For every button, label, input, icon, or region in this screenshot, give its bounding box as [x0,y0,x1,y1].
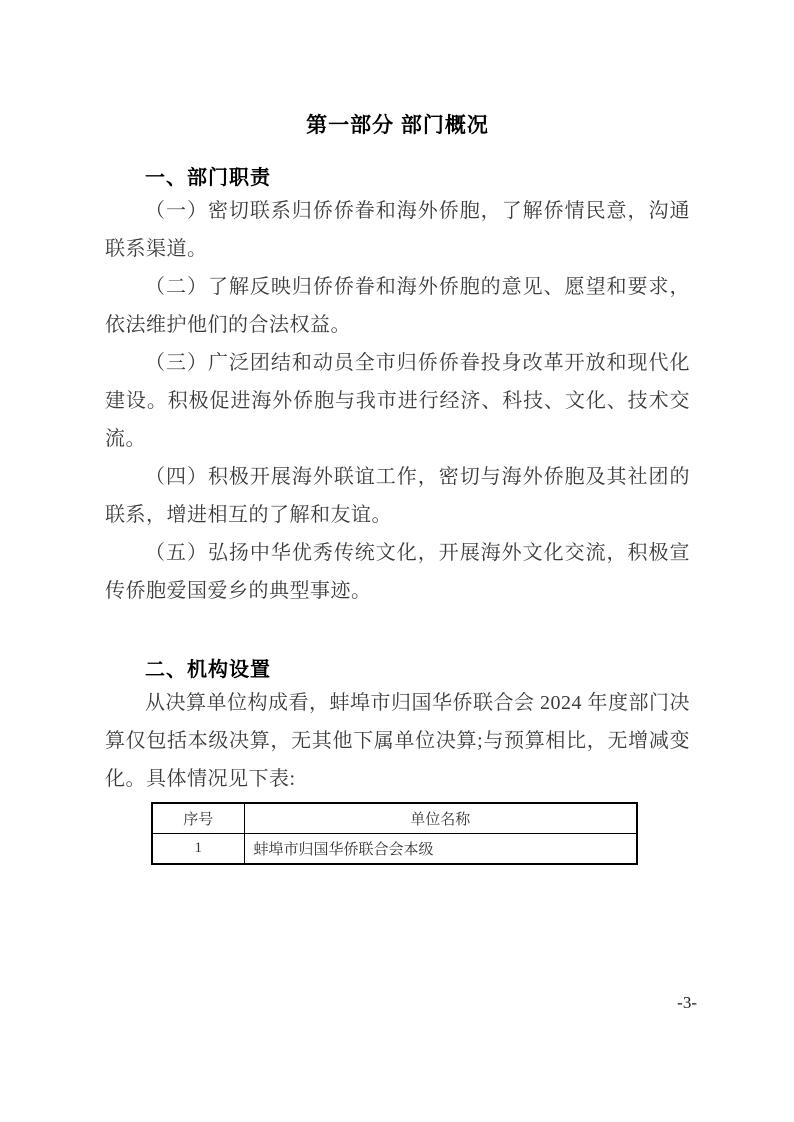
table-header-row [152,803,637,834]
paragraph-duty-5: （五）弘扬中华优秀传统文化，开展海外文化交流，积极宣传侨胞爱国爱乡的典型事迹。 [105,542,690,602]
section-heading-organization: 二、机构设置 [145,659,271,681]
table-cell-unit-name: 蚌埠市归国华侨联合会本级 [244,834,637,865]
unit-list-table [151,802,638,865]
table-row [152,834,637,865]
table-header-unit-name: 单位名称 [244,803,637,834]
page-title: 第一部分 部门概况 [306,114,489,137]
table-header-seq: 序号 [152,803,244,834]
paragraph-organization-intro: 从决算单位构成看，蚌埠市归国华侨联合会 2024 年度部门决算仅包括本级决算，无其他下属单位决算;与预算相比，无增减变化。具体情况见下表: [105,692,690,790]
paragraph-duty-1: （一）密切联系归侨侨眷和海外侨胞，了解侨情民意，沟通联系渠道。 [105,200,690,260]
section-heading-duties: 一、部门职责 [145,167,271,189]
paragraph-duty-3: （三）广泛团结和动员全市归侨侨眷投身改革开放和现代化建设。积极促进海外侨胞与我市进行经济、科技、文化、技术交流。 [105,352,690,450]
page-number: -3- [677,993,697,1012]
table-cell-seq: 1 [152,834,244,865]
paragraph-duty-4: （四）积极开展海外联谊工作，密切与海外侨胞及其社团的联系，增进相互的了解和友谊。 [105,466,690,526]
paragraph-duty-2: （二）了解反映归侨侨眷和海外侨胞的意见、愿望和要求，依法维护他们的合法权益。 [105,276,690,336]
